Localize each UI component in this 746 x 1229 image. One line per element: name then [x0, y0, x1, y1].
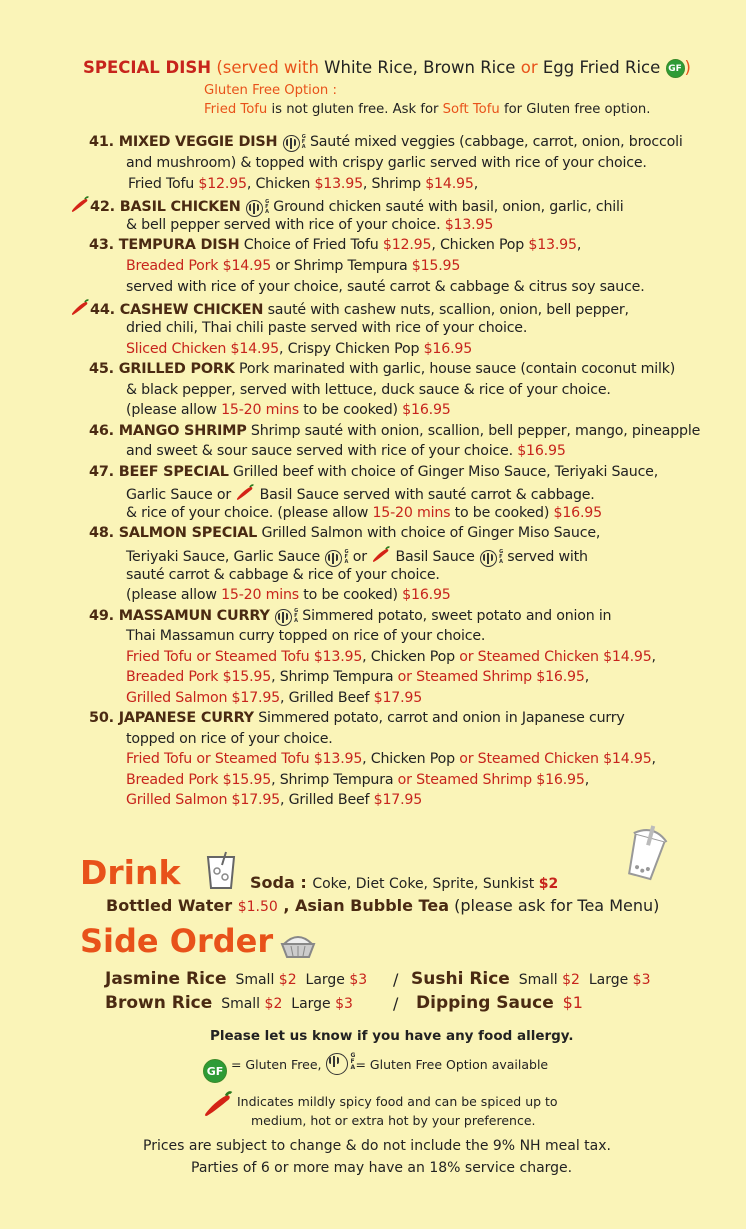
price-note: Prices are subject to change & do not include the 9% NH meal tax. [143, 1138, 611, 1154]
menu-item-49: 49. MASSAMUN CURRY G F A Simmered potato, sweet potato and onion in [89, 608, 612, 624]
soda-line: Soda : Coke, Diet Coke, Sprite, Sunkist $2 [250, 873, 559, 892]
menu-item-48: 48. SALMON SPECIAL Grilled Salmon with choice of Ginger Miso Sauce, [89, 525, 601, 541]
spicy-note-1: Indicates mildly spicy food and can be spiced up to [237, 1094, 558, 1109]
gluten-free-option-icon: G F A [245, 200, 269, 216]
side-row-2b: Dipping Sauce $1 [416, 993, 583, 1013]
gluten-free-option-icon: G F A [282, 135, 306, 151]
drink-heading: Drink [80, 853, 181, 892]
menu-item-43: 43. TEMPURA DISH Choice of Fried Tofu $12.95, Chicken Pop $13.95, [89, 237, 582, 253]
special-dish-header: SPECIAL DISH (served with White Rice, Brown Rice or Egg Fried Rice GF ) [83, 58, 691, 77]
allergy-note: Please let us know if you have any food allergy. [210, 1028, 574, 1044]
menu-item-42: 42. BASIL CHICKEN G F A Ground chicken sauté with basil, onion, garlic, chili [70, 196, 624, 216]
spicy-note-2: medium, hot or extra hot by your preference. [251, 1113, 536, 1128]
party-note: Parties of 6 or more may have an 18% service charge. [191, 1160, 573, 1176]
water-tea-line: Bottled Water $1.50 , Asian Bubble Tea (please ask for Tea Menu) [106, 896, 660, 915]
gluten-free-option-icon: G F A [325, 1053, 355, 1075]
chili-pepper-icon [70, 196, 90, 214]
side-row-1b: Sushi Rice Small $2 Large $3 [411, 969, 651, 989]
menu-item-50: 50. JAPANESE CURRY Simmered potato, carrot and onion in Japanese curry [89, 710, 625, 726]
gluten-free-badge-icon: GF [203, 1059, 227, 1083]
gluten-free-option-icon: G F A [324, 550, 348, 566]
chili-pepper-icon [202, 1090, 234, 1120]
gluten-free-option-icon: G F A [479, 550, 503, 566]
menu-item-46: 46. MANGO SHRIMP Shrimp sauté with onion, scallion, bell pepper, mango, pineapple [89, 423, 701, 439]
gf-legend: GF = Gluten Free, G F A = Gluten Free Option available [203, 1053, 548, 1083]
gluten-free-option-note: Fried Tofu is not gluten free. Ask for Soft Tofu for Gluten free option. [204, 102, 651, 117]
menu-item-45: 45. GRILLED PORK Pork marinated with garlic, house sauce (contain coconut milk) [89, 361, 676, 377]
chili-pepper-icon [371, 546, 391, 564]
chili-pepper-icon [70, 299, 90, 317]
rice-basket-icon [279, 930, 317, 960]
chili-pepper-icon [235, 484, 255, 502]
menu-item-41: 41. MIXED VEGGIE DISH G F A Sauté mixed veggies (cabbage, carrot, onion, broccoli [89, 134, 683, 150]
menu-item-47: 47. BEEF SPECIAL Grilled beef with choice of Ginger Miso Sauce, Teriyaki Sauce, [89, 464, 659, 480]
gluten-free-option-label: Gluten Free Option : [204, 83, 337, 98]
side-order-heading: Side Order [80, 922, 274, 960]
bubble-tea-icon [623, 825, 669, 881]
menu-item-44: 44. CASHEW CHICKEN sauté with cashew nuts, scallion, onion, bell pepper, [70, 299, 629, 318]
gluten-free-badge-icon: GF [666, 59, 685, 78]
section-title: SPECIAL DISH [83, 58, 212, 77]
side-row-2: Brown Rice Small $2 Large $3 [105, 993, 353, 1013]
side-row-1: Jasmine Rice Small $2 Large $3 [105, 969, 368, 989]
gluten-free-option-icon: G F A [274, 609, 298, 625]
drink-glass-icon [204, 851, 238, 891]
